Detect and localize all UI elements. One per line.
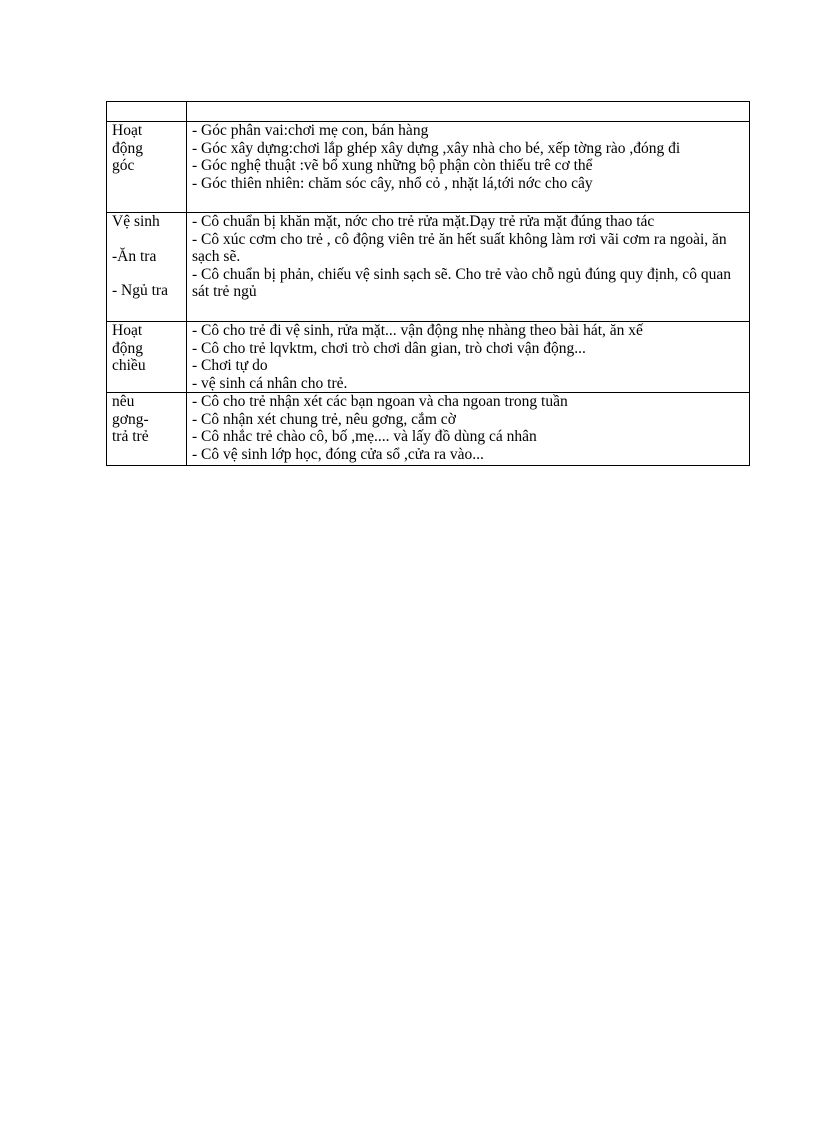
activity-label: Vệ sinh	[112, 213, 160, 230]
content-line: - Cô cho trẻ lqvktm, chơi trò chơi dân gian, trò chơi vận động...	[192, 339, 586, 357]
header-row	[107, 102, 750, 122]
content-cell	[187, 213, 750, 322]
activity-cell	[107, 393, 187, 466]
content-line: - vệ sinh cá nhân cho trẻ.	[192, 374, 348, 392]
activity-label: động	[112, 139, 143, 157]
activity-cell	[107, 322, 187, 393]
table-row	[107, 213, 750, 322]
activity-cell	[107, 213, 187, 322]
table-row	[107, 322, 750, 393]
schedule-table	[106, 101, 750, 466]
content-line: - Góc xây dựng:chơi lắp ghép xây dựng ,xây nhà cho bé, xếp tờng rào ,đóng đi	[192, 139, 681, 157]
activity-label: trả trẻ	[112, 428, 149, 445]
activity-label: động	[112, 339, 143, 357]
content-cell	[187, 322, 750, 393]
content-line: - Cô vệ sinh lớp học, đóng cửa sổ ,cửa ra vào...	[192, 445, 484, 463]
activity-spacer	[112, 231, 186, 248]
content-cell	[187, 393, 750, 466]
content-line: - Cô nhắc trẻ chào cô, bố ,mẹ.... và lấy đồ dùng cá nhân	[192, 428, 537, 445]
activity-label: Hoạt	[112, 122, 143, 139]
content-line: - Cô xúc cơm cho trẻ , cô động viên trẻ ăn hết suất không làm rơi vãi cơm ra ngoài, ăn sạch sẽ.	[192, 230, 727, 265]
content-line: - Cô cho trẻ đi vệ sinh, rửa mặt... vận động nhẹ nhàng theo bài hát, ăn xế	[192, 322, 643, 339]
activity-label: -Ăn tra	[112, 247, 157, 265]
activity-label: - Ngủ tra	[112, 282, 168, 299]
activity-cell	[107, 122, 187, 213]
content-line: - Góc thiên nhiên: chăm sóc cây, nhổ cỏ , nhặt lá,tới nớc cho cây	[192, 174, 593, 192]
table-row	[107, 393, 750, 466]
content-line: - Cô nhận xét chung trẻ, nêu gơng, cắm cờ	[192, 410, 456, 428]
content-line: - Cô cho trẻ nhận xét các bạn ngoan và cha ngoan trong tuần	[192, 393, 568, 410]
content-line: - Góc phân vai:chơi mẹ con, bán hàng	[192, 122, 429, 139]
header-cell-content	[187, 102, 750, 122]
content-line: - Cô chuẩn bị phản, chiếu vệ sinh sạch sẽ. Cho trẻ vào chỗ ngủ đúng quy định, cô quan sát trẻ ngủ	[192, 265, 731, 300]
activity-spacer	[112, 265, 186, 282]
activity-label: gơng-	[112, 410, 149, 428]
activity-label: nêu	[112, 393, 135, 410]
content-line: - Chơi tự do	[192, 357, 268, 374]
content-line: - Cô chuẩn bị khăn mặt, nớc cho trẻ rửa mặt.Dạy trẻ rửa mặt đúng thao tác	[192, 213, 655, 230]
content-line: - Góc nghệ thuật :vẽ bổ xung những bộ phận còn thiếu trê cơ thể	[192, 157, 593, 174]
header-cell-activity	[107, 102, 187, 122]
activity-label: góc	[112, 157, 135, 174]
content-cell	[187, 122, 750, 213]
table-row	[107, 122, 750, 213]
activity-label: chiều	[112, 357, 146, 374]
activity-label: Hoạt	[112, 322, 143, 339]
